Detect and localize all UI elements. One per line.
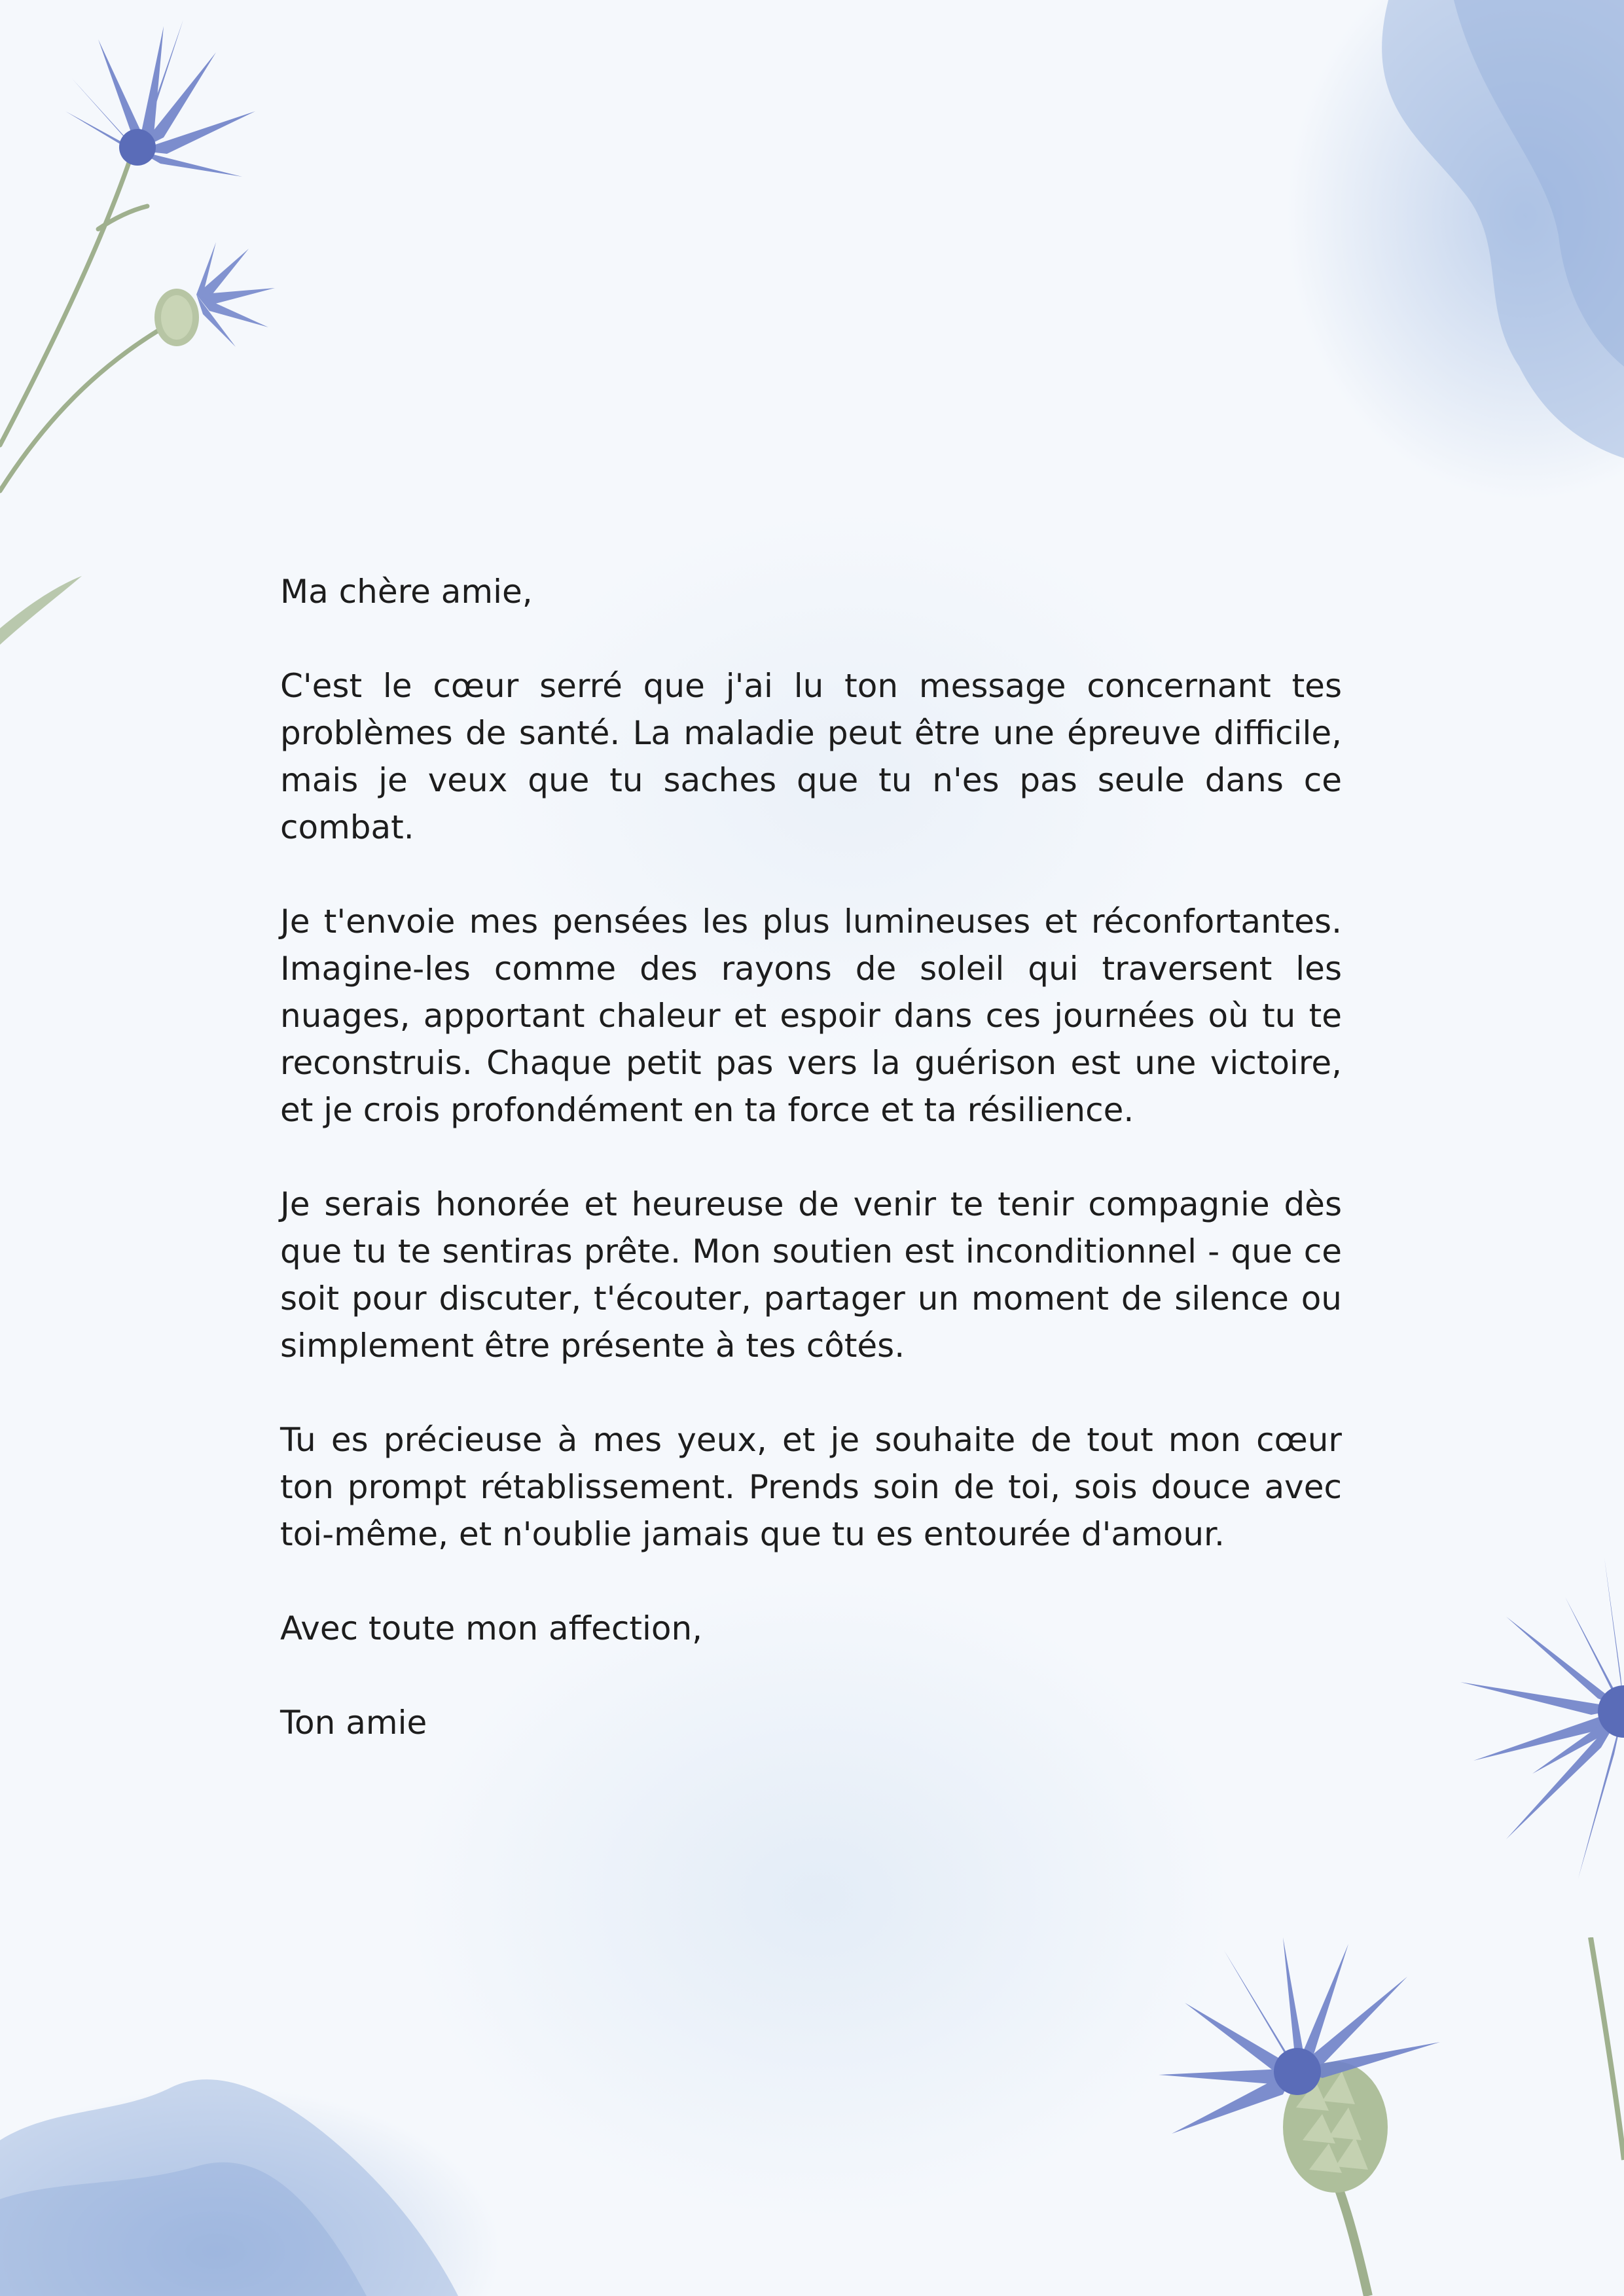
watercolor-wash-top-right (1349, 0, 1624, 471)
letter-paragraph-2: Je t'envoie mes pensées les plus lumineuses et réconfortantes. Imagine-les comme des rayons de soleil qui traversent les nuages, apportant chaleur et espoir dans ces journées où tu te reconstruis. Chaque petit pas vers la guérison est une victoire, et je crois profondément en ta force et ta résilience. (280, 903, 1342, 1129)
letter-closing: Avec toute mon affection, (280, 1609, 703, 1647)
watercolor-wash-bottom-left (0, 2049, 458, 2296)
cornflower-illustration-top-left (0, 0, 340, 655)
letter-signature: Ton amie (280, 1704, 427, 1742)
letter-paragraph-1: C'est le cœur serré que j'ai lu ton message concernant tes problèmes de santé. La maladie peut être une épreuve difficile, mais je veux que tu saches que tu n'es pas seule dans ce combat. (280, 667, 1342, 846)
letter-salutation: Ma chère amie, (280, 573, 533, 611)
cornflower-illustration-right (1434, 1538, 1624, 1905)
letter-paragraph-3: Je serais honorée et heureuse de venir te tenir compagnie dès que tu te sentiras prête. Mon soutien est inconditionnel - que ce soit pour discuter, t'écouter, partager un moment de silence ou simplement être présente à tes côtés. (280, 1185, 1342, 1365)
letter-body (280, 568, 1342, 1746)
cornflower-illustration-bottom-right (1132, 1937, 1624, 2296)
letter-paragraph-4: Tu es précieuse à mes yeux, et je souhaite de tout mon cœur ton prompt rétablissement. Prends soin de toi, sois douce avec toi-même, et n'oublie jamais que tu es entourée d'amour. (280, 1421, 1342, 1553)
